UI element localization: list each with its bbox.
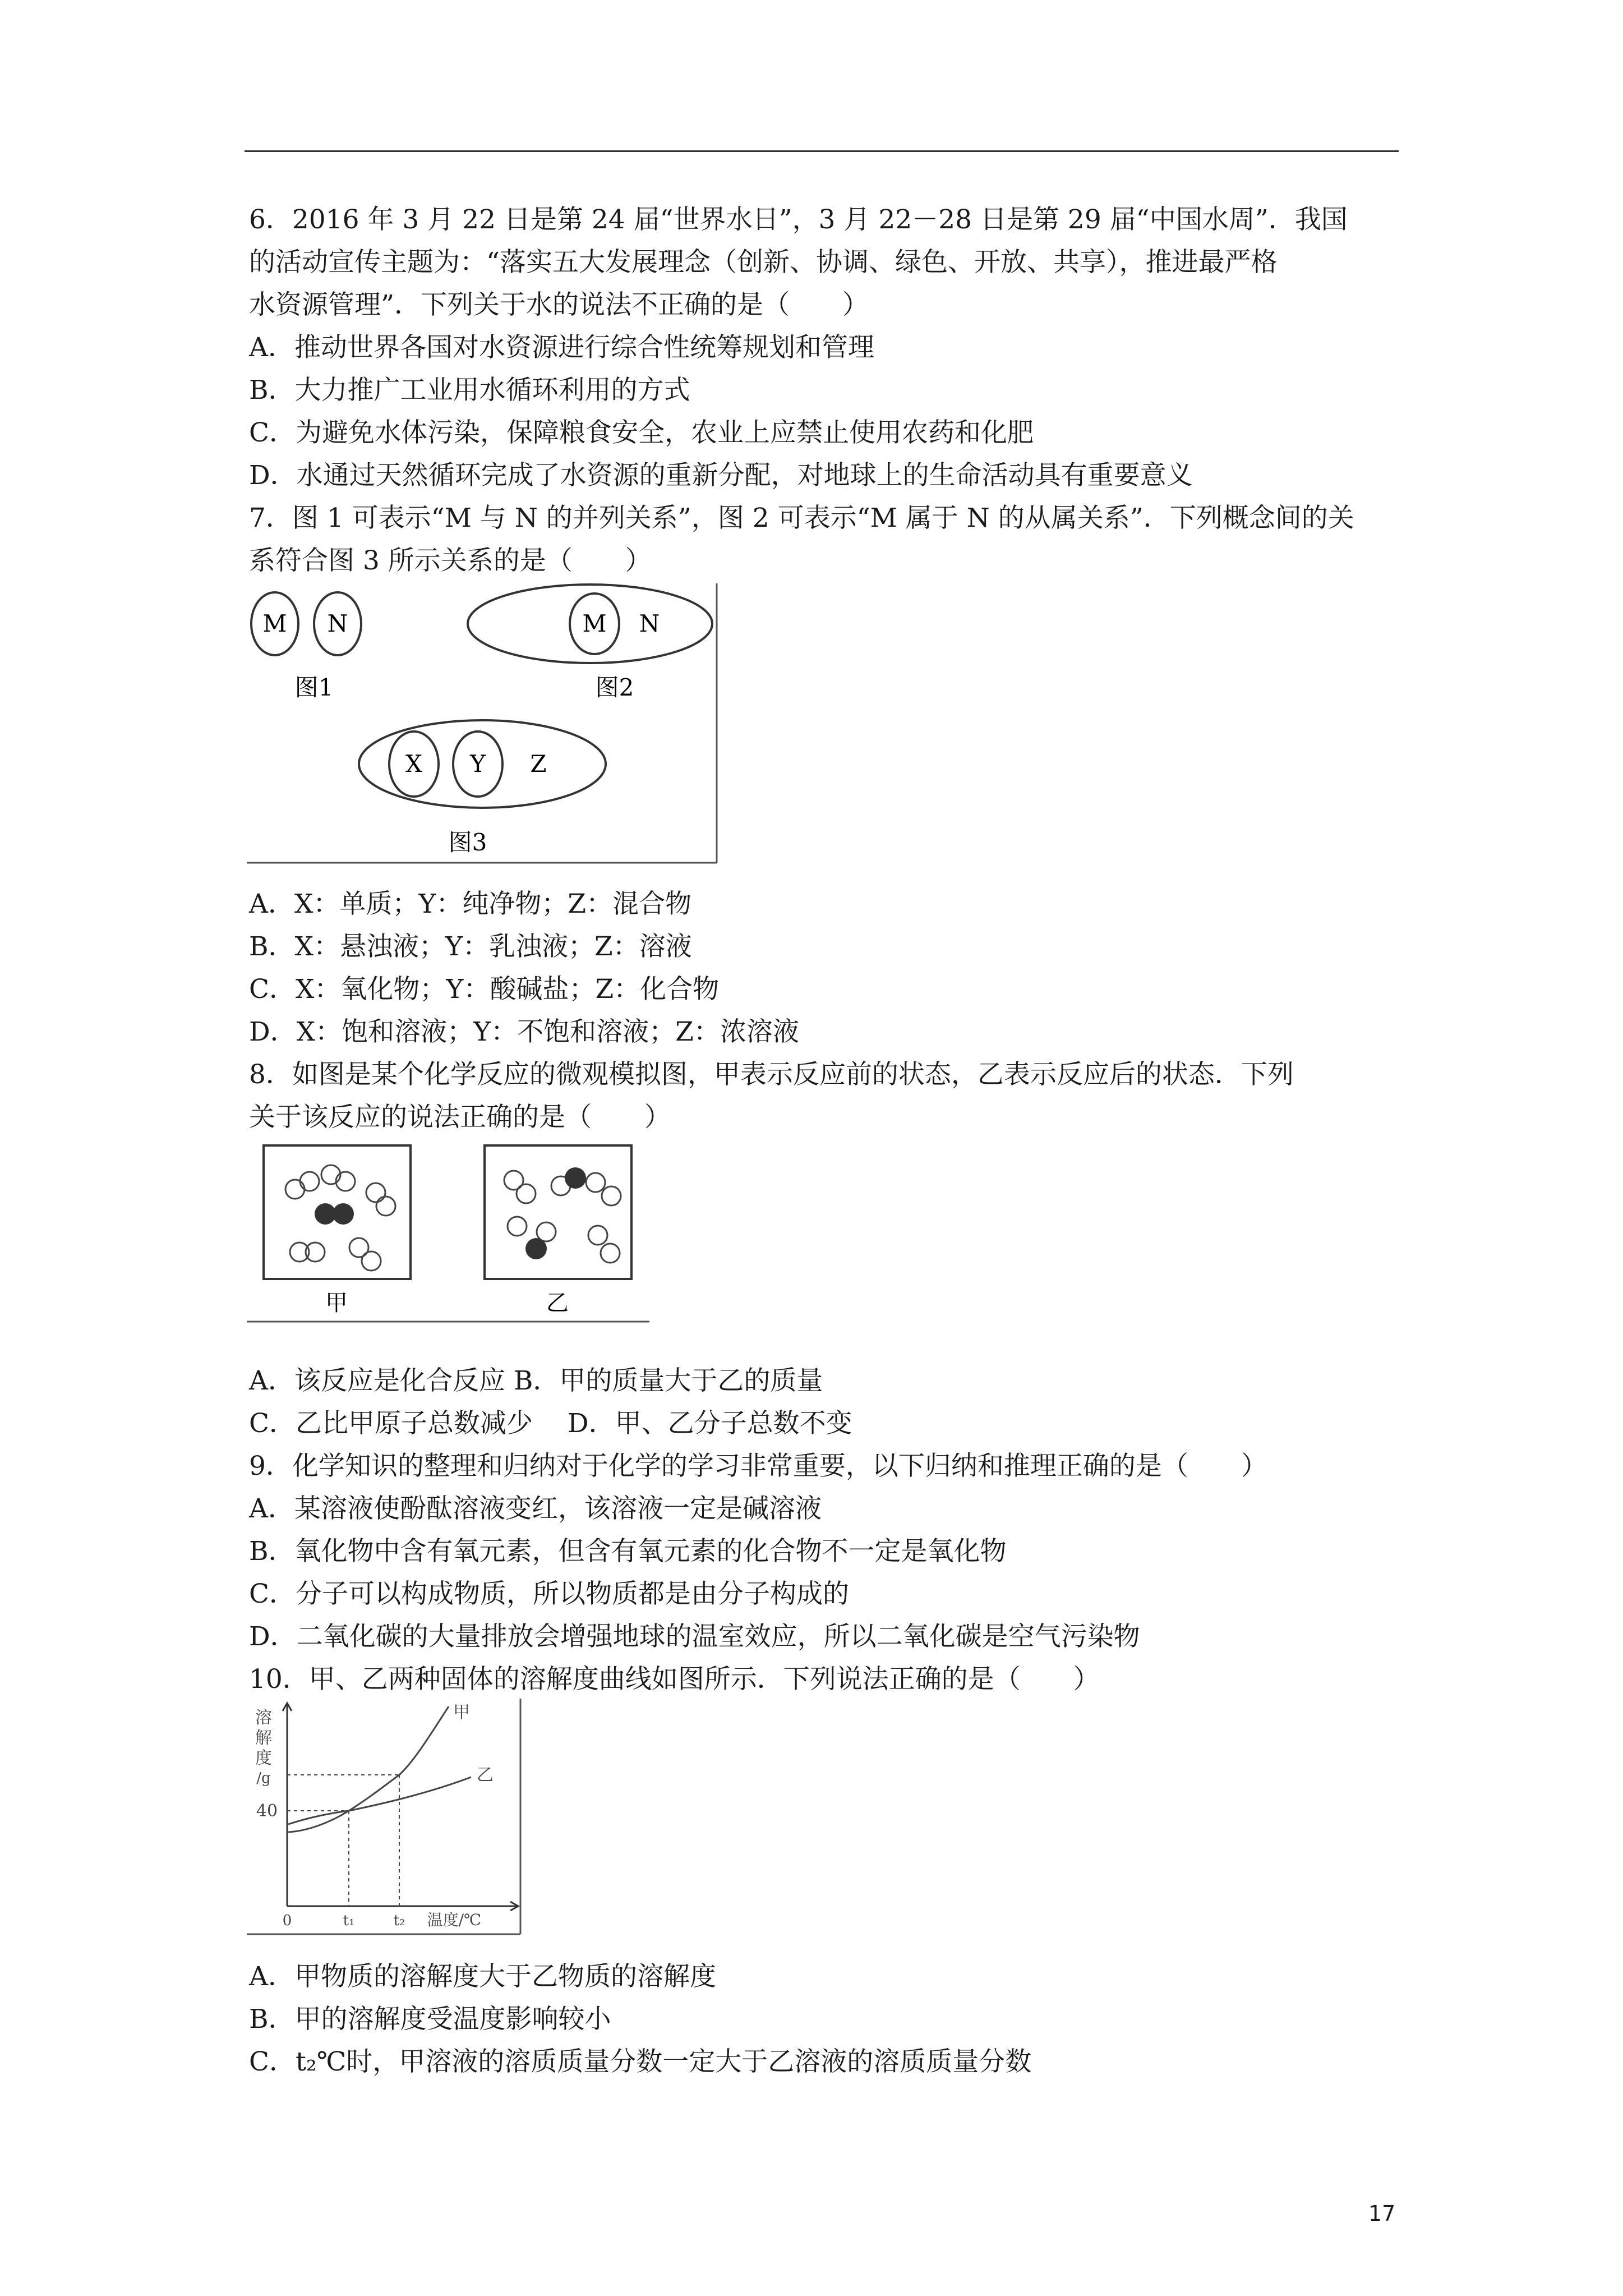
label-yi: 乙 bbox=[477, 1765, 494, 1785]
fig1-label-n: N bbox=[327, 610, 348, 637]
fig2-label-m: M bbox=[582, 610, 607, 637]
q10-solubility-figure bbox=[247, 1699, 527, 1935]
caption-jia: 甲 bbox=[325, 1290, 348, 1316]
q6-option-a: A．推动世界各国对水资源进行综合性统筹规划和管理 bbox=[249, 332, 874, 363]
q8-option-cd: C．乙比甲原子总数减少 D．甲、乙分子总数不变 bbox=[249, 1408, 852, 1439]
ylabel-char-3: 度 bbox=[255, 1749, 272, 1768]
jia-atom bbox=[336, 1172, 355, 1191]
yi-atom bbox=[508, 1217, 527, 1236]
jia-atom bbox=[285, 1180, 305, 1199]
header-rule bbox=[245, 150, 1399, 152]
fig1-caption: 图1 bbox=[294, 674, 334, 701]
jia-atom bbox=[366, 1183, 385, 1202]
x-tick-t1: t₁ bbox=[343, 1912, 355, 1929]
q7-option-b: B．X：悬浊液；Y：乳浊液；Z：溶液 bbox=[249, 931, 692, 962]
q7-option-c: C．X：氧化物；Y：酸碱盐；Z：化合物 bbox=[249, 974, 720, 1005]
jia-dark-atom bbox=[333, 1203, 354, 1225]
ylabel-char-1: 溶 bbox=[255, 1708, 272, 1728]
yi-atom bbox=[602, 1186, 621, 1205]
yi-atom bbox=[586, 1173, 605, 1192]
q7-stem-line-2: 系符合图 3 所示关系的是（ ） bbox=[249, 545, 652, 576]
q9-option-b: B．氧化物中含有氧元素，但含有氧元素的化合物不一定是氧化物 bbox=[249, 1536, 1007, 1567]
yi-atom bbox=[601, 1244, 620, 1263]
yi-atom bbox=[517, 1184, 536, 1203]
q9-option-d: D．二氧化碳的大量排放会增强地球的温室效应，所以二氧化碳是空气污染物 bbox=[249, 1621, 1140, 1652]
q7-venn-figure bbox=[247, 583, 718, 864]
page-number: 17 bbox=[1368, 2201, 1396, 2226]
q9-option-a: A．某溶液使酚酞溶液变红，该溶液一定是碱溶液 bbox=[249, 1493, 822, 1524]
fig1-label-m: M bbox=[262, 610, 287, 637]
q8-stem-line-1: 8．如图是某个化学反应的微观模拟图，甲表示反应前的状态，乙表示反应后的状态．下列 bbox=[249, 1059, 1294, 1090]
ylabel-char-2: 解 bbox=[255, 1728, 272, 1748]
x-tick-t2: t₂ bbox=[393, 1912, 405, 1929]
yi-atom bbox=[537, 1222, 556, 1241]
q10-option-b: B．甲的溶解度受温度影响较小 bbox=[249, 2004, 611, 2035]
caption-yi: 乙 bbox=[546, 1290, 569, 1316]
q10-stem: 10．甲、乙两种固体的溶解度曲线如图所示．下列说法正确的是（ ） bbox=[249, 1664, 1100, 1695]
q8-stem-line-2: 关于该反应的说法正确的是（ ） bbox=[249, 1102, 671, 1133]
q6-stem-line-1: 6．2016 年 3 月 22 日是第 24 届“世界水日”，3 月 22－28 日是第 29 届“中国水周”．我国 bbox=[249, 204, 1348, 235]
q9-stem: 9．化学知识的整理和归纳对于化学的学习非常重要，以下归纳和推理正确的是（ ） bbox=[249, 1451, 1267, 1481]
yi-dark-atom bbox=[565, 1167, 586, 1189]
q6-option-b: B．大力推广工业用水循环利用的方式 bbox=[249, 375, 690, 406]
jia-atom bbox=[300, 1172, 319, 1191]
fig3-label-x: X bbox=[405, 750, 422, 777]
fig2-caption: 图2 bbox=[595, 674, 634, 701]
q7-option-d: D．X：饱和溶液；Y：不饱和溶液；Z：浓溶液 bbox=[249, 1016, 799, 1047]
jia-atom bbox=[376, 1197, 395, 1216]
fig3-label-z: Z bbox=[530, 750, 547, 777]
q10-option-c: C．t₂℃时，甲溶液的溶质质量分数一定大于乙溶液的溶质质量分数 bbox=[249, 2046, 1032, 2077]
q7-stem-line-1: 7．图 1 可表示“M 与 N 的并列关系”，图 2 可表示“M 属于 N 的从属关系”．下列概念间的关 bbox=[249, 503, 1354, 533]
y-tick-40: 40 bbox=[256, 1801, 278, 1821]
q8-particle-figure bbox=[247, 1142, 651, 1323]
ylabel-unit: /g bbox=[256, 1770, 271, 1787]
curve-yi bbox=[288, 1777, 471, 1824]
yi-atom bbox=[588, 1226, 607, 1245]
q9-option-c: C．分子可以构成物质，所以物质都是由分子构成的 bbox=[249, 1579, 849, 1609]
q6-option-c: C．为避免水体污染，保障粮食安全，农业上应禁止使用农药和化肥 bbox=[249, 417, 1034, 448]
fig3-label-y: Y bbox=[470, 750, 486, 777]
x-origin: 0 bbox=[282, 1912, 292, 1929]
box-yi bbox=[485, 1145, 631, 1279]
q7-option-a: A．X：单质；Y：纯净物；Z：混合物 bbox=[249, 889, 692, 919]
q6-stem-line-3: 水资源管理”．下列关于水的说法不正确的是（ ） bbox=[249, 289, 869, 320]
curve-jia bbox=[288, 1706, 449, 1832]
fig3-caption: 图3 bbox=[448, 829, 487, 856]
jia-atom bbox=[362, 1251, 381, 1271]
xlabel: 温度/℃ bbox=[427, 1911, 482, 1929]
fig2-label-n: N bbox=[639, 610, 660, 637]
q8-option-ab: A．该反应是化合反应 B．甲的质量大于乙的质量 bbox=[249, 1365, 823, 1396]
q10-option-a: A．甲物质的溶解度大于乙物质的溶解度 bbox=[249, 1961, 716, 1992]
label-jia: 甲 bbox=[453, 1703, 470, 1722]
q6-option-d: D．水通过天然循环完成了水资源的重新分配，对地球上的生命活动具有重要意义 bbox=[249, 460, 1193, 491]
jia-atom bbox=[321, 1165, 340, 1184]
yi-dark-atom bbox=[525, 1238, 547, 1259]
q6-stem-line-2: 的活动宣传主题为：“落实五大发展理念（创新、协调、绿色、开放、共享），推进最严格 bbox=[249, 247, 1278, 278]
